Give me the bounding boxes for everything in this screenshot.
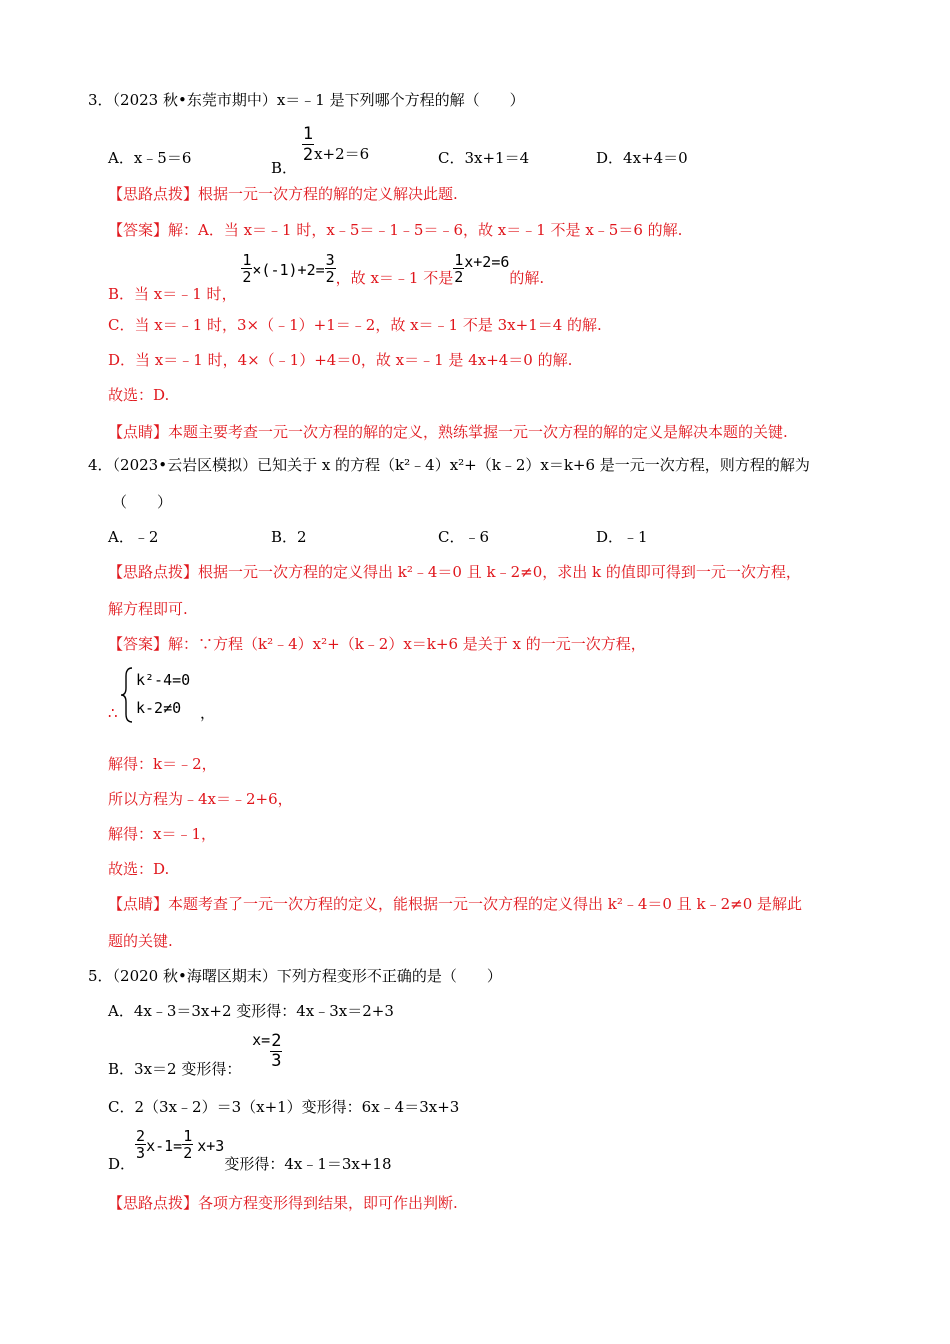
q4-step-2: 所以方程为﹣4x＝﹣2+6， <box>108 790 293 808</box>
q5-option-d-f1-numerator: 2 <box>136 1127 146 1145</box>
q5-option-b[interactable] <box>108 1032 282 1082</box>
q3-choose: 故选：D. <box>108 386 170 404</box>
q5-option-b-lhs: x= <box>252 1031 271 1049</box>
q4-hint-line2: 解方程即可. <box>108 600 188 618</box>
q5-option-d-fraction-1 <box>135 1128 146 1161</box>
q3-answer-d: D．当 x＝﹣1 时，4×（﹣1）+4＝0，故 x＝﹣1 是 4x+4＝0 的解. <box>108 351 573 369</box>
q5-option-d-rest: x+3 <box>197 1137 225 1155</box>
q3-answer-b-eq: x+2=6 <box>464 252 510 271</box>
q3-answer-b-mid: ×(-1)+2= <box>252 260 325 279</box>
q4-step-1: 解得：k＝﹣2， <box>108 755 217 773</box>
q4-stem-paren: （ ） <box>112 493 173 511</box>
q3-option-b-denominator: 2 <box>302 145 314 165</box>
q3-option-d[interactable]: D．4x+4＝0 <box>596 149 688 167</box>
q3-hint: 【思路点拨】根据一元一次方程的解的定义解决此题. <box>108 185 458 203</box>
q3-option-b-fraction <box>302 124 314 165</box>
q5-option-b-denominator: 3 <box>271 1051 282 1071</box>
q4-comment-line2: 题的关键. <box>108 932 173 950</box>
q3-answer-b-f1-numerator: 1 <box>242 251 252 269</box>
q3-answer-b-pre: B．当 x＝﹣1 时， <box>108 284 237 303</box>
q5-option-d-f2-numerator: 1 <box>183 1127 193 1145</box>
q4-therefore: ∴ <box>108 704 118 722</box>
q4-step-3: 解得：x＝﹣1， <box>108 825 217 843</box>
q5-option-d-post: 变形得：4x﹣1＝3x+18 <box>224 1155 392 1173</box>
q4-option-b[interactable]: B．2 <box>271 528 307 546</box>
q4-stem: 4．（2023•云岩区模拟）已知关于 x 的方程（k²﹣4）x²+（k﹣2）x＝k+6 是一元一次方程，则方程的解为 <box>88 456 810 474</box>
q3-option-c[interactable]: C．3x+1＝4 <box>438 149 530 167</box>
q3-answer-b-fraction-2 <box>325 252 336 285</box>
q4-hint-line1: 【思路点拨】根据一元一次方程的定义得出 k²﹣4＝0 且 k﹣2≠0，求出 k 的值即可得到一元一次方程， <box>108 563 801 581</box>
q3-answer-b-post: ，故 x＝﹣1 不是 <box>335 268 454 287</box>
q5-option-d[interactable] <box>108 1128 392 1178</box>
q3-comment: 【点睛】本题主要考查一元一次方程的解的定义，熟练掌握一元一次方程的解的定义是解决本题的关键. <box>108 423 788 441</box>
q5-option-d-f1-denominator: 3 <box>136 1144 146 1162</box>
q4-option-a[interactable]: A．﹣2 <box>108 528 159 546</box>
q3-answer-b-f2-numerator: 3 <box>325 251 335 269</box>
q4-system-row-2: k-2≠0 <box>136 699 182 717</box>
q5-option-b-fraction <box>270 1032 282 1071</box>
q3-answer-b-f3-denominator: 2 <box>454 268 464 286</box>
q4-choose: 故选：D. <box>108 860 170 878</box>
q5-stem: 5．（2020 秋•海曙区期末）下列方程变形不正确的是（ ） <box>88 967 502 985</box>
q5-option-d-f2-denominator: 2 <box>183 1144 193 1162</box>
q3-answer-b-f1-denominator: 2 <box>242 268 252 286</box>
q3-option-b[interactable] <box>271 124 370 177</box>
q4-system-comma: ， <box>200 704 216 722</box>
q5-option-c[interactable]: C．2（3x﹣2）＝3（x+1）变形得：6x﹣4＝3x+3 <box>108 1098 460 1116</box>
q3-answer-c: C．当 x＝﹣1 时，3×（﹣1）+1＝﹣2，故 x＝﹣1 不是 3x+1＝4 的解. <box>108 316 602 334</box>
q5-option-d-fraction-2 <box>182 1128 193 1161</box>
q5-option-d-mid: x-1= <box>146 1137 183 1155</box>
q5-option-b-pre: B．3x＝2 变形得： <box>108 1060 242 1078</box>
q4-system-brace-icon <box>120 666 134 724</box>
q3-stem: 3．（2023 秋•东莞市期中）x＝﹣1 是下列哪个方程的解（ ） <box>88 91 525 109</box>
q3-answer-b-fraction-3 <box>453 252 464 285</box>
q3-answer-b-end: 的解. <box>509 268 545 287</box>
q3-answer-b <box>108 252 544 302</box>
q4-comment-line1: 【点睛】本题考查了一元一次方程的定义，能根据一元一次方程的定义得出 k²﹣4＝0 且 k﹣2≠0 是解此 <box>108 895 803 913</box>
q4-equation-system <box>120 666 210 724</box>
q5-option-a[interactable]: A．4x﹣3＝3x+2 变形得：4x﹣3x＝2+3 <box>108 1002 394 1020</box>
q3-answer-b-fraction-1 <box>241 252 252 285</box>
q4-option-c[interactable]: C．﹣6 <box>438 528 490 546</box>
q3-answer-b-f3-numerator: 1 <box>454 251 464 269</box>
q4-option-d[interactable]: D．﹣1 <box>596 528 648 546</box>
q3-option-b-label: B． <box>271 158 298 177</box>
q3-option-b-rest: x+2＝6 <box>314 144 370 163</box>
q4-system-row-1: k²-4=0 <box>136 671 191 689</box>
q3-answer-a: 【答案】解：A．当 x＝﹣1 时，x﹣5＝﹣1﹣5＝﹣6，故 x＝﹣1 不是 x﹣5＝6 的解. <box>108 221 683 239</box>
q3-option-a[interactable]: A．x﹣5＝6 <box>108 149 192 167</box>
q5-option-b-numerator: 2 <box>271 1031 282 1051</box>
q5-hint: 【思路点拨】各项方程变形得到结果，即可作出判断. <box>108 1194 458 1212</box>
q3-answer-b-f2-denominator: 2 <box>325 268 335 286</box>
q4-answer-line1: 【答案】解：∵方程（k²﹣4）x²+（k﹣2）x＝k+6 是关于 x 的一元一次方程， <box>108 635 646 653</box>
q3-option-b-numerator: 1 <box>302 124 314 144</box>
q5-option-d-label: D． <box>108 1155 136 1173</box>
